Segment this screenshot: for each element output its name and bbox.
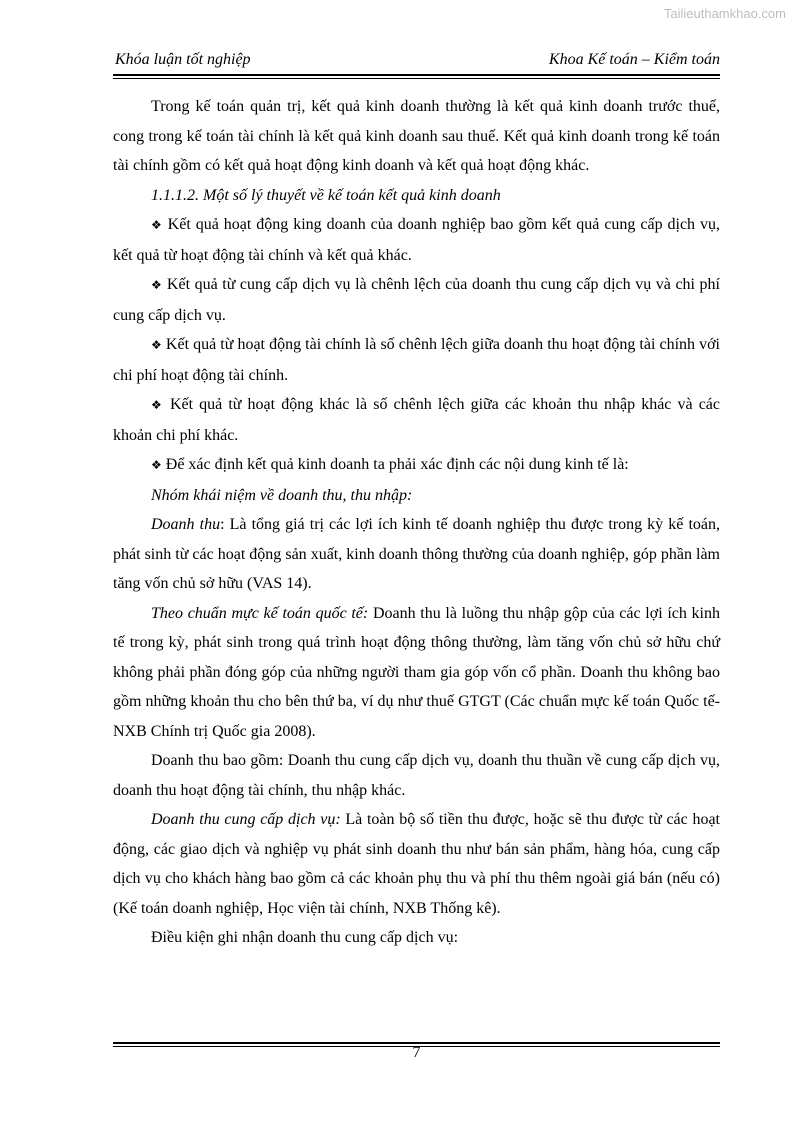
paragraph-international-standard [113, 599, 720, 747]
document-body [113, 92, 720, 953]
section-heading: 1.1.1.2. Một số lý thuyết về kế toán kết quả kinh doanh [151, 186, 501, 204]
paragraph-intro: Trong kế toán quản trị, kết quả kinh doanh thường là kết quả kinh doanh trước thuế, cong trong kế toán tài chính là kết quả kinh doanh sau thuế. Kết quả kinh doanh trong kế toán tài chính gồm có kết quả hoạt động kinh doanh và kết quả hoạt động khác. [113, 98, 720, 174]
service-revenue-text: Là toàn bộ số tiền thu được, hoặc sẽ thu được từ các hoạt động, các giao dịch và nghiệp vụ phát sinh doanh thu như bán sản phẩm, hàng hóa, cung cấp dịch vụ cho khách hàng bao gồm cả các khoản phụ thu và phí thu thêm ngoài giá bán (nếu có) (Kế toán doanh nghiệp, Học viện tài chính, NXB Thống kê). [113, 811, 720, 917]
bullet-text-1: Kết quả hoạt động king doanh của doanh nghiệp bao gồm kết quả cung cấp dịch vụ, kết quả từ hoạt động tài chính và kết quả khác. [113, 216, 721, 264]
bullet-paragraph-5 [113, 450, 720, 481]
watermark: Tailieuthamkhao.com [663, 6, 786, 21]
bullet-text-2: Kết quả từ cung cấp dịch vụ là chênh lệch của doanh thu cung cấp dịch vụ và chi phí cung cấp dịch vụ. [113, 276, 721, 324]
bullet-text-3: Kết quả từ hoạt động tài chính là số chênh lệch giữa doanh thu hoạt động tài chính với chi phí hoạt động tài chính. [113, 336, 721, 384]
paragraph-recognition-conditions: Điều kiện ghi nhận doanh thu cung cấp dịch vụ: [151, 929, 459, 946]
bullet-paragraph-4 [113, 390, 720, 450]
term-revenue: Doanh thu [151, 516, 221, 533]
international-standard-text: Doanh thu là luồng thu nhập gộp của các lợi ích kinh tế trong kỳ, phát sinh trong quá trình hoạt động thông thường, làm tăng vốn chủ sở hữu chứ không phải phần đóng góp của những người tham gia góp vốn cổ phần. Doanh thu không bao gồm những khoản thu cho bên thứ ba, ví dụ như thuế GTGT (Các chuẩn mực kế toán Quốc tế- NXB Chính trị Quốc gia 2008). [113, 604, 721, 740]
diamond-bullet-icon: ❖ [151, 218, 163, 232]
paragraph-revenue-includes: Doanh thu bao gồm: Doanh thu cung cấp dịch vụ, doanh thu thuần về cung cấp dịch vụ, doanh thu hoạt động tài chính, thu nhập khác. [113, 752, 720, 799]
paragraph-service-revenue [113, 805, 720, 923]
bullet-paragraph-1 [113, 210, 720, 270]
header-divider [113, 74, 720, 79]
diamond-bullet-icon: ❖ [151, 338, 162, 352]
diamond-bullet-icon: ❖ [151, 458, 162, 472]
group-heading: Nhóm khái niệm về doanh thu, thu nhập: [151, 486, 413, 504]
term-international-standard: Theo chuẩn mực kế toán quốc tế: [151, 604, 369, 622]
header-left-title: Khóa luận tốt nghiệp [115, 51, 251, 68]
bullet-text-4: Kết quả từ hoạt động khác là số chênh lệch giữa các khoản thu nhập khác và các khoản chi phí khác. [113, 396, 720, 444]
paragraph-revenue-definition [113, 510, 720, 599]
bullet-text-5: Để xác định kết quả kinh doanh ta phải xác định các nội dung kinh tế là: [165, 456, 629, 473]
diamond-bullet-icon: ❖ [151, 278, 163, 292]
term-service-revenue: Doanh thu cung cấp dịch vụ: [151, 811, 341, 828]
bullet-paragraph-2 [113, 270, 720, 330]
diamond-bullet-icon: ❖ [151, 398, 164, 412]
bullet-paragraph-3 [113, 330, 720, 390]
page-number: 7 [412, 1044, 421, 1061]
header-right-title: Khoa Kế toán – Kiểm toán [548, 51, 720, 68]
revenue-definition-text: : Là tổng giá trị các lợi ích kinh tế doanh nghiệp thu được trong kỳ kế toán, phát sinh từ các hoạt động sản xuất, kinh doanh thông thường của doanh nghiệp, góp phần làm tăng vốn chủ sở hữu (VAS 14). [113, 516, 721, 592]
